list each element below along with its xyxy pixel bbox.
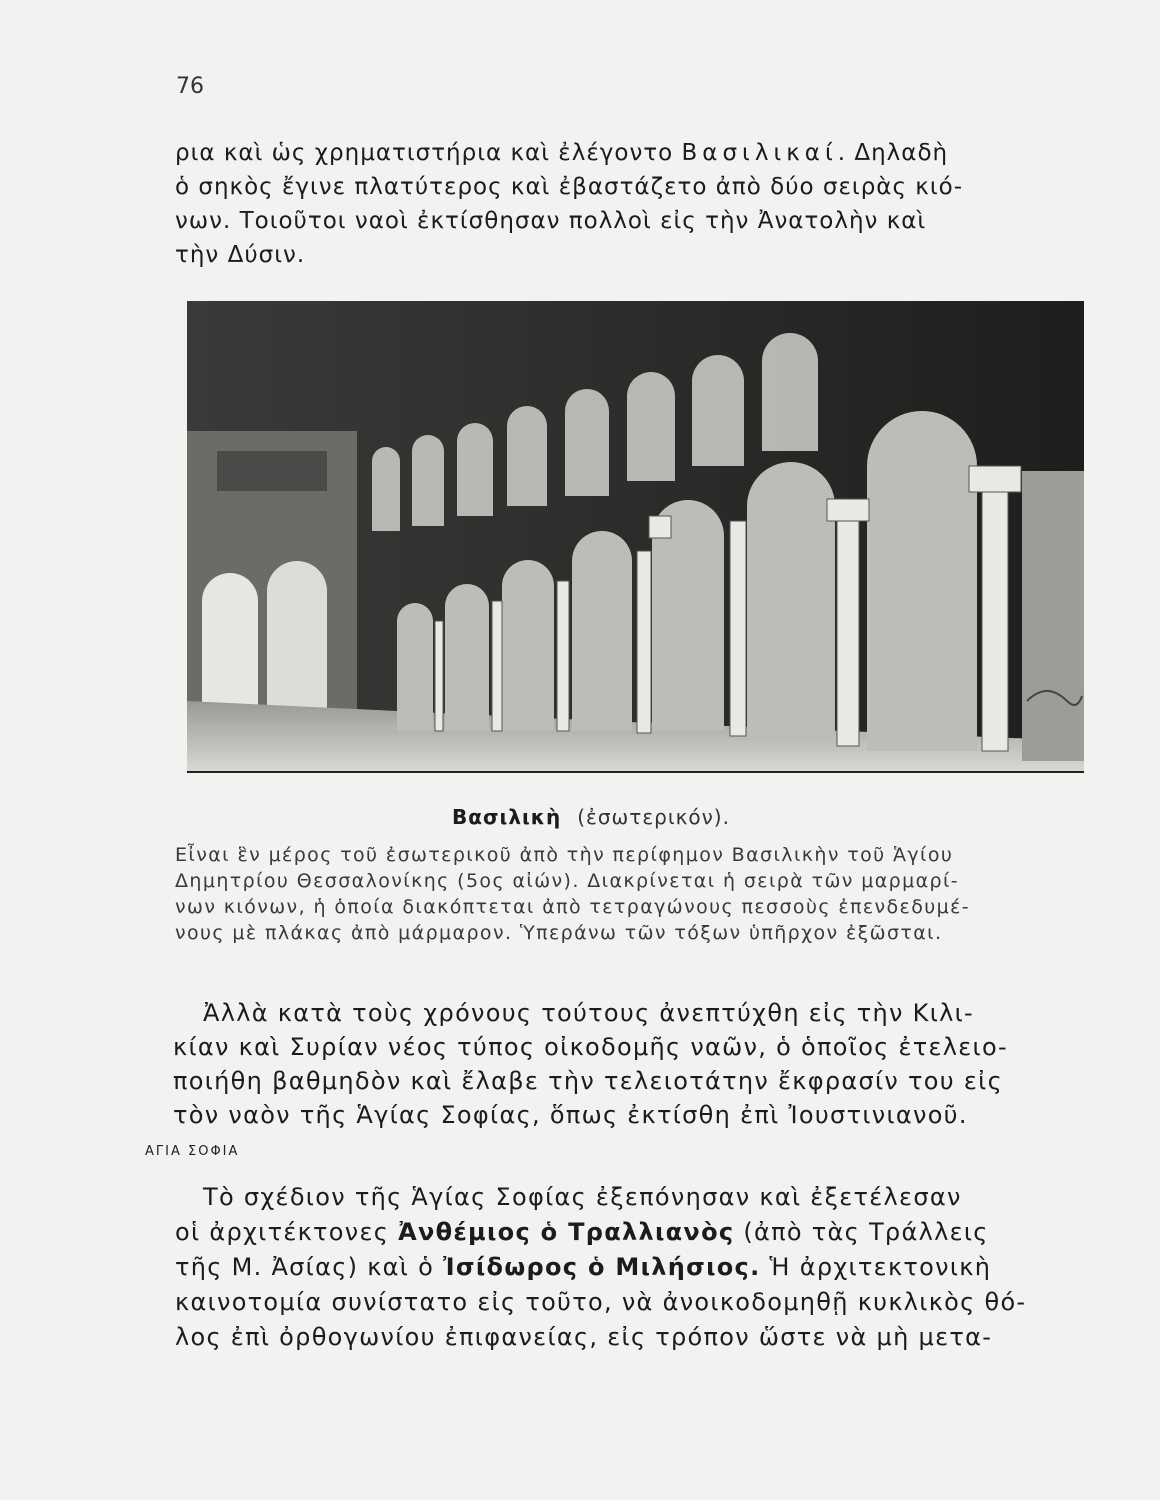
text-line — [175, 1215, 1120, 1250]
caption-title-text: Βασιλικὴ — [452, 805, 562, 829]
caption-subtitle: (ἐσωτερικόν). — [577, 805, 730, 829]
caption-line: νων κιόνων, ἡ ὁποία διακόπτεται ἀπὸ τετραγώνους πεσσοὺς ἐπενδεδυμέ- — [175, 896, 971, 918]
spaced-term: Βασιλικαί — [681, 140, 838, 166]
basilica-interior-illustration — [187, 301, 1084, 771]
text-fragment: (ἀπὸ τὰς Τράλλεις — [734, 1218, 989, 1246]
intro-paragraph — [175, 136, 1120, 272]
text-line: κίαν καὶ Συρίαν νέος τύπος οἰκοδομῆς ναῶν, ὁ ὁποῖος ἐτελειο- — [173, 1033, 1008, 1061]
text-line — [175, 1250, 1120, 1285]
architect-name: Ἀνθέμιος ὁ Τραλλιανὸς — [398, 1218, 735, 1246]
text-line: ὁ σηκὸς ἔγινε πλατύτερος καὶ ἐβαστάζετο ἀπὸ δύο σειρὰς κιό- — [175, 174, 963, 200]
page-number: 76 — [176, 74, 204, 99]
text-line: τὸν ναὸν τῆς Ἁγίας Σοφίας, ὅπως ἐκτίσθη ἐπὶ Ἰουστινιανοῦ. — [173, 1101, 968, 1129]
basilica-photograph — [187, 301, 1084, 773]
architect-name: Ἰσίδωρος ὁ Μιλήσιος. — [443, 1253, 761, 1281]
text-fragment: τῆς Μ. Ἀσίας) καὶ ὁ — [175, 1253, 444, 1281]
text-fragment: Ἡ ἀρχιτεκτονικὴ — [760, 1253, 992, 1281]
text-line: ποιήθη βαθμηδὸν καὶ ἔλαβε τὴν τελειοτάτην ἔκφρασίν του εἰς — [173, 1067, 1003, 1095]
text-fragment: . Δηλαδὴ — [837, 140, 949, 166]
text-fragment: οἱ ἀρχιτέκτονες — [175, 1218, 399, 1246]
caption-line: Εἶναι ἓν μέρος τοῦ ἐσωτερικοῦ ἀπὸ τὴν περίφημον Βασιλικὴν τοῦ Ἁγίου — [175, 844, 954, 866]
text-line: Ἀλλὰ κατὰ τοὺς χρόνους τούτους ἀνεπτύχθη εἰς τὴν Κιλι- — [203, 999, 975, 1027]
text-fragment: ρια καὶ ὡς χρηματιστήρια καὶ ἐλέγοντο — [175, 140, 682, 166]
caption-line: νους μὲ πλάκας ἀπὸ μάρμαρον. Ὑπεράνω τῶν τόξων ὑπῆρχον ἐξῶσται. — [175, 922, 943, 944]
body-paragraph — [173, 996, 1118, 1132]
text-line: Τὸ σχέδιον τῆς Ἁγίας Σοφίας ἐξεπόνησαν καὶ ἐξετέλεσαν — [203, 1183, 962, 1211]
figure-caption — [175, 842, 1120, 946]
text-line: νων. Τοιοῦτοι ναοὶ ἐκτίσθησαν πολλοὶ εἰς τὴν Ἀνατολὴν καὶ — [175, 208, 927, 234]
text-line: καινοτομία συνίστατο εἰς τοῦτο, νὰ ἀνοικοδομηθῇ κυκλικὸς θό- — [175, 1288, 1027, 1316]
text-line: τὴν Δύσιν. — [175, 242, 306, 268]
text-line — [175, 136, 1120, 170]
figure-caption-title — [452, 805, 730, 829]
caption-line: Δημητρίου Θεσσαλονίκης (5ος αἰών). Διακρίνεται ἡ σειρὰ τῶν μαρμαρί- — [175, 870, 960, 892]
section-paragraph — [175, 1180, 1120, 1355]
section-heading: ΑΓΙΑ ΣΟΦΙΑ — [145, 1144, 240, 1159]
text-line: λος ἐπὶ ὀρθογωνίου ἐπιφανείας, εἰς τρόπον ὥστε νὰ μὴ μετα- — [175, 1323, 993, 1351]
